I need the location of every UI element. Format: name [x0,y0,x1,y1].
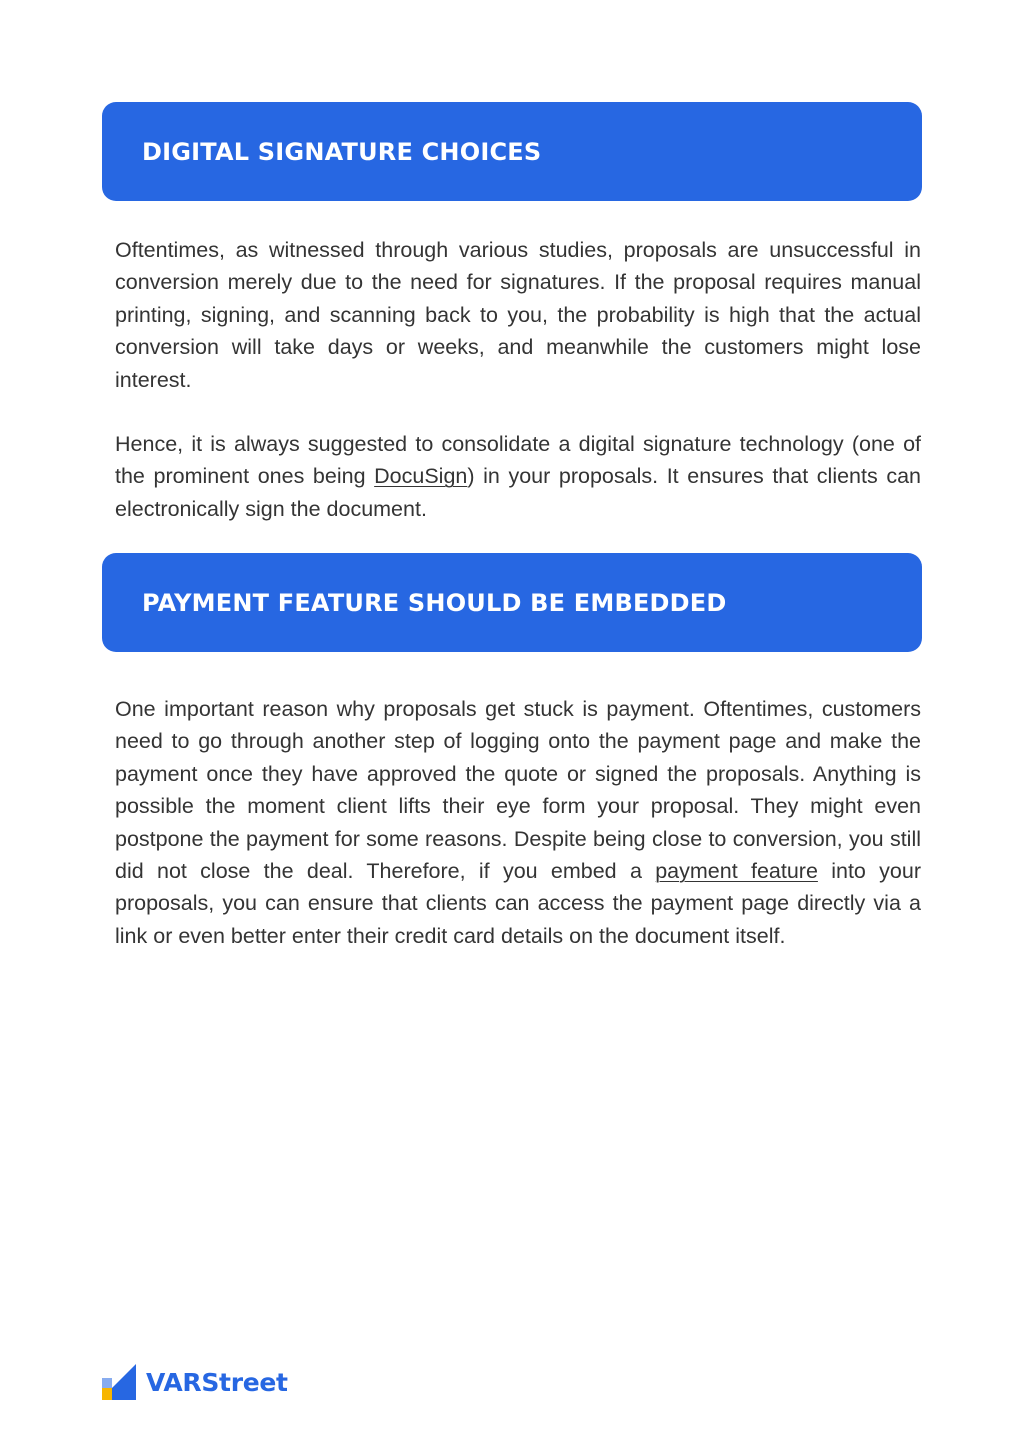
docusign-link[interactable]: DocuSign [374,464,468,489]
section-banner-payment-feature [102,553,922,652]
payment-feature-link[interactable]: payment feature [655,859,818,884]
section-heading: DIGITAL SIGNATURE CHOICES [142,137,542,166]
paragraph-signature-intro: Oftentimes, as witnessed through various studies, proposals are unsuccessful in conversion merely due to the need for signatures. If the proposal requires manual printing, signing, and scanning back to you, the probability is high that the actual conversion will take days or weeks, and meanwhile the customers might lose interest. [115,238,921,392]
paragraph-text: Hence, it is always suggested to consolidate a digital signature technology (one of the prominent ones being [115,432,921,489]
section-banner-digital-signature [102,102,922,201]
section-heading: PAYMENT FEATURE SHOULD BE EMBEDDED [142,588,727,617]
brand-logo [102,1364,288,1400]
paragraph-signature-recommendation [115,428,921,525]
paragraph-text: ) in your proposals. It ensures that clients can electronically sign the document. [115,464,921,521]
paragraph-text: into your proposals, you can ensure that clients can access the payment page directly via a link or even better enter their credit card details on the document itself. [115,859,921,948]
paragraph-payment [115,693,921,952]
paragraph-text: One important reason why proposals get stuck is payment. Oftentimes, customers need to go through another step of logging onto the payment page and make the payment once they have approved the quote or signed the proposals. Anything is possible the moment client lifts their eye form your proposal. They might even postpone the payment for some reasons. Despite being close to conversion, you still did not close the deal. Therefore, if you embed a [115,697,921,884]
brand-name: VARStreet [146,1367,288,1397]
varstreet-logo-icon [102,1364,136,1400]
